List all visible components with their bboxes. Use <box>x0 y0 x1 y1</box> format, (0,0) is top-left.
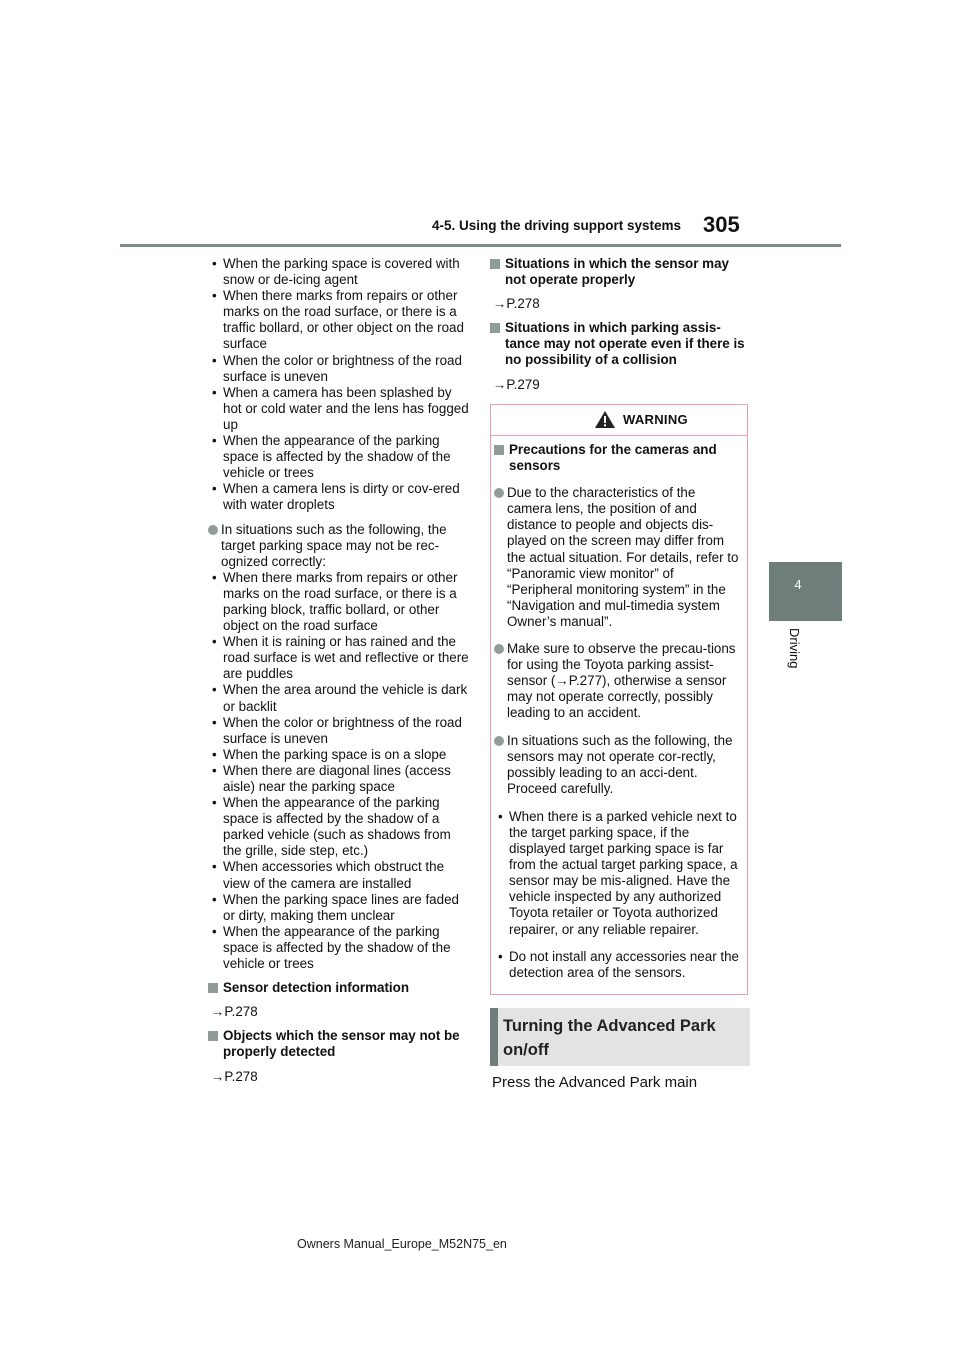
section-title: Turning the Advanced Park on/off <box>503 1017 716 1059</box>
right-column <box>490 256 752 401</box>
warning-triangle-icon <box>594 410 616 429</box>
subheading-objects-not-detected: Objects which the sensor may not be properly detected <box>208 1028 470 1060</box>
list-item: • When accessories which obstruct the view of the camera are installed <box>208 859 470 891</box>
list-item: • When there is a parked vehicle next to the target parking space, if the displayed target parking space is far from the actual target parking space, a sensor may be mis-aligned. Have the vehicle inspected by any authorized Toyota retailer or Toyota authorized repairer, or any reliable repairer. <box>494 809 741 938</box>
bullet-list-a <box>208 256 470 514</box>
page-reference-link[interactable]: →P.278 <box>493 296 540 312</box>
list-item: • When a camera has been splashed by hot or cold water and the lens has fogged up <box>208 385 470 433</box>
list-item: • Do not install any accessories near the detection area of the sensors. <box>494 949 741 981</box>
warning-heading: Precautions for the cameras and sensors <box>494 442 741 474</box>
list-item: • When there marks from repairs or other marks on the road surface, or there is a traffic bollard, or other object on the road surface <box>208 288 470 352</box>
list-item: • When the parking space is on a slope <box>208 747 470 763</box>
warning-bullet-list <box>494 809 741 981</box>
section-accent-bar <box>490 1008 498 1066</box>
section-heading-box <box>490 1008 750 1066</box>
header-divider <box>120 244 841 247</box>
circle-bullet-text: In situations such as the following, the target parking space may not be rec-ognized correctly: <box>208 522 470 570</box>
warning-item: Due to the characteristics of the camera lens, the position of and distance to people and objects dis-played on the screen may differ from the actual situation. For details, refer to “Panoramic view monitor” of “Peripheral monitoring system” in the “Navigation and mul-timedia system Owner’s manual”. <box>494 485 741 630</box>
header-section-title: 4-5. Using the driving support systems <box>432 218 682 233</box>
list-item: • When the area around the vehicle is dark or backlit <box>208 682 470 714</box>
warning-item: Make sure to observe the precau-tions for using the Toyota parking assist-sensor (→P.277), otherwise a sensor may not operate correctly, possibly leading to an accident. <box>494 641 741 721</box>
list-item: • When the color or brightness of the road surface is uneven <box>208 353 470 385</box>
list-item: • When there are diagonal lines (access aisle) near the parking space <box>208 763 470 795</box>
subheading-parking-assistance: Situations in which parking assis-tance may not operate even if there is no possibility of a collision <box>490 320 752 368</box>
list-item: • When the parking space lines are faded or dirty, making them unclear <box>208 892 470 924</box>
warning-body <box>491 436 747 981</box>
list-item: • When it is raining or has rained and the road surface is wet and reflective or there are puddles <box>208 634 470 682</box>
subheading-sensor-not-operate: Situations in which the sensor may not operate properly <box>490 256 752 288</box>
list-item: • When the color or brightness of the road surface is uneven <box>208 715 470 747</box>
warning-label: WARNING <box>623 412 688 427</box>
list-item: • When the parking space is covered with snow or de-icing agent <box>208 256 470 288</box>
page-number: 305 <box>703 212 740 237</box>
chapter-tab <box>769 562 842 621</box>
list-item: • When a camera lens is dirty or cov-ered with water droplets <box>208 481 470 513</box>
list-item: • When the appearance of the parking space is affected by the shadow of a parked vehicle (such as shadows from the grille, side step, etc.) <box>208 795 470 859</box>
page-reference-link[interactable]: →P.279 <box>493 376 540 392</box>
warning-box <box>490 404 748 995</box>
warning-header <box>491 405 747 436</box>
list-item: • When the appearance of the parking space is affected by the shadow of the vehicle or trees <box>208 433 470 481</box>
bullet-list-b <box>208 570 470 972</box>
page-reference-link[interactable]: →P.278 <box>211 1004 258 1020</box>
subheading-sensor-detection: Sensor detection information <box>208 980 470 996</box>
chapter-number: 4 <box>794 577 802 592</box>
left-column <box>208 256 470 1093</box>
page-reference-link[interactable]: →P.278 <box>211 1068 258 1084</box>
footer-text: Owners Manual_Europe_M52N75_en <box>297 1237 507 1251</box>
list-item: • When there marks from repairs or other marks on the road surface, or there is a parking block, traffic bollard, or other object on the road surface <box>208 570 470 634</box>
warning-item: In situations such as the following, the sensors may not operate cor-rectly, possibly leading to an acci-dent. Proceed carefully. <box>494 733 741 797</box>
list-item: • When the appearance of the parking space is affected by the shadow of the vehicle or trees <box>208 924 470 972</box>
chapter-label: Driving <box>787 628 802 669</box>
body-paragraph: Press the Advanced Park main <box>492 1074 698 1091</box>
